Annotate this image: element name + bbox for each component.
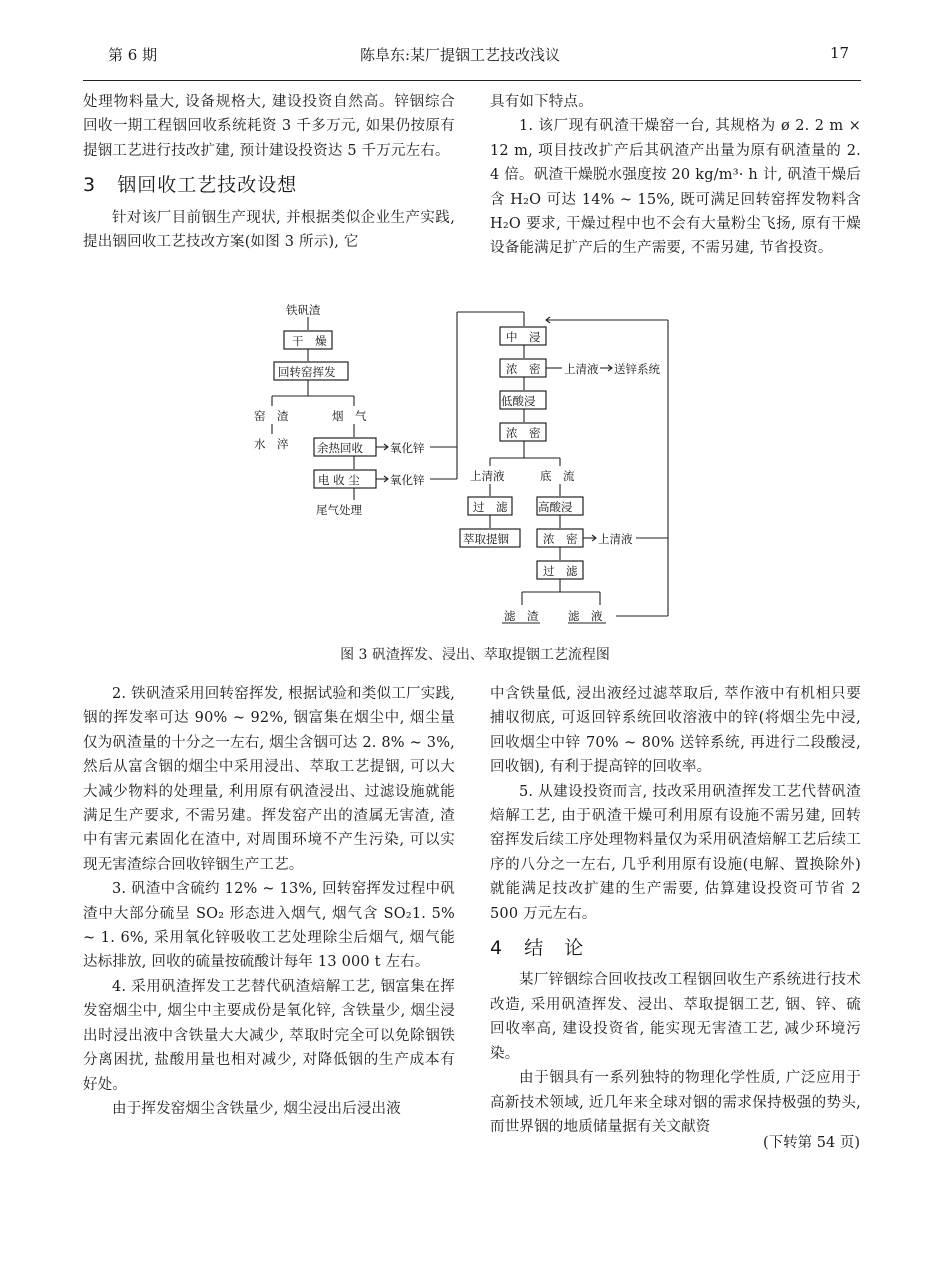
node-esp: 电 收 尘 (318, 473, 360, 487)
section-heading-3 (83, 173, 455, 197)
paragraph: 中含铁量低, 浸出液经过滤萃取后, 萃作液中有机相只要捕収彻底, 可返回锌系统回收溶液中的锌(将烟尘先中浸, 回收烟尘中锌 70% ~ 80% 送锌系统, 再进行二段酸浸, 回收铟), 有利于提高锌的回收率。 (490, 686, 861, 776)
node-kiln-slag: 窑 渣 (254, 409, 289, 423)
issue-label: 第 6 期 (108, 46, 158, 64)
node-flue-gas: 烟 气 (332, 409, 367, 423)
section-heading-4 (490, 936, 861, 960)
node-filtrate: 滤 液 (568, 609, 603, 623)
node-low-acid: 低酸浸 (501, 394, 536, 408)
figure-caption: 图 3 矾渣挥发、浸出、萃取提铟工艺流程图 (340, 647, 610, 663)
node-supernatant-1: 上清液 (564, 362, 599, 376)
page-number: 17 (830, 44, 850, 62)
node-iron-residue: 铁矾渣 (286, 303, 321, 317)
paragraph: 某厂锌铟综合回收技改工程铟回收生产系统进行技术改造, 采用矾渣挥发、浸出、萃取提铟工艺, 铟、锌、硫回收率高, 建设投资省, 能实现无害渣工艺, 减少环境污染。 (490, 972, 861, 1062)
header-rule (83, 80, 861, 81)
node-thicken-2: 浓 密 (506, 426, 541, 440)
node-filter-1: 过 滤 (473, 500, 508, 514)
paragraph: 处理物料量大, 设备规格大, 建设投资自然高。锌铟综合回收一期工程铟回收系统耗资 3 千多万元, 如果仍按原有提铟工艺进行技改扩建, 预计建设投资达 5 千万元左右。 (83, 94, 455, 159)
node-underflow: 底 流 (540, 469, 575, 483)
node-tail-gas: 尾气处理 (316, 503, 362, 517)
node-thicken-3: 浓 密 (543, 532, 578, 546)
node-filter-2: 过 滤 (543, 564, 578, 578)
right-column-top (490, 90, 861, 261)
paragraph: 2. 铁矾渣采用回转窑挥发, 根据试验和类似工厂实践, 铟的挥发率可达 90% ~ 92%, 铟富集在烟尘中, 烟尘量仅为矾渣量的十分之一左右, 烟尘含铟可达 2. 8% ~ 3%, 然后从富含铟的烟尘中采用浸出、萃取工艺提铟, 可以大大减少物料的处理量, 利用原有矾渣浸出、过滤设施就能满足生产要求, 不需另建。挥发窑产出的渣属无害渣, 渣中有害元素固化在渣中, 对周围环境不产生污染, 可以实现无害渣综合回收锌铟生产工艺。 (83, 686, 455, 873)
node-water-quench: 水 淬 (254, 437, 289, 451)
node-to-zinc: 送锌系统 (614, 362, 660, 376)
node-heat-recovery: 余热回收 (317, 441, 363, 455)
section-title: 铟回收工艺技改设想 (117, 174, 298, 197)
node-filter-residue: 滤 渣 (504, 609, 539, 623)
node-supernatant-3: 上清液 (598, 532, 633, 546)
node-zno-2: 氧化锌 (390, 473, 425, 487)
node-thicken-1: 浓 密 (506, 362, 541, 376)
node-rotary-kiln: 回转窑挥发 (278, 365, 336, 379)
paragraph: 针对该厂目前铟生产现状, 并根据类似企业生产实践, 提出铟回收工艺技改方案(如图 3 所示), 它 (83, 209, 455, 251)
node-high-acid: 高酸浸 (538, 500, 573, 514)
section-title: 结 论 (524, 937, 585, 960)
left-column-bottom (83, 682, 455, 1121)
node-dry: 干 燥 (292, 334, 327, 348)
node-supernatant-2: 上清液 (470, 469, 505, 483)
node-extract: 萃取提铟 (463, 532, 509, 546)
continued-note: (下转第 54 页) (763, 1135, 860, 1151)
left-column-top (83, 90, 455, 254)
running-title: 陈阜东:某厂提铟工艺技改浅议 (360, 46, 561, 64)
paragraph: 1. 该厂现有矾渣干燥窑一台, 其规格为 ø 2. 2 m × 12 m, 项目技改扩产后其矾渣产出量为原有矾渣量的 2. 4 倍。矾渣干燥脱水强度按 20 kg/m³· h 计, 矾渣干燥后含 H₂O 可达 14% ~ 15%, 既可满足回转窑挥发物料含 H₂O 要求, 干燥过程中也不会有大量粉尘飞扬, 原有干燥设备能满足扩产后的生产需要, 不需另建, 节省投资。 (490, 118, 861, 257)
section-number: 3 (83, 174, 97, 197)
paragraph: 5. 从建设投资而言, 技改采用矾渣挥发工艺代替矾渣焙解工艺, 由于矾渣干燥可利用原有设施不需另建, 回转窑挥发后续工序处理物料量仅为采用矾渣焙解工艺后续工序的八分之一左右, 几乎利用原有设施(电解、置换除外)就能满足技改扩建的生产需要, 估算建设投资可节省 2 500 万元左右。 (490, 783, 861, 922)
section-number: 4 (490, 937, 504, 960)
node-neutral-leach: 中 浸 (506, 330, 541, 344)
right-column-bottom (490, 682, 861, 1139)
paragraph: 4. 采用矾渣挥发工艺替代矾渣焙解工艺, 铟富集在挥发窑烟尘中, 烟尘中主要成份是氧化锌, 含铁量少, 烟尘浸出时浸出液中含铁量大大减少, 萃取时完全可以免除铟铁分离困扰, 盐酸用量也相对减少, 对降低铟的生产成本有好处。 (83, 978, 455, 1093)
paragraph: 由于挥发窑烟尘含铁量少, 烟尘浸出后浸出液 (112, 1100, 401, 1117)
process-flowchart (250, 300, 710, 640)
paragraph: 3. 矾渣中含硫约 12% ~ 13%, 回转窑挥发过程中矾渣中大部分硫呈 SO₂ 形态进入烟气, 烟气含 SO₂1. 5% ~ 1. 6%, 采用氧化锌吸收工艺处理除尘后烟气, 烟气能达标排放, 回收的硫量按硫酸计每年 13 000 t 左右。 (83, 881, 455, 971)
node-zno-1: 氧化锌 (390, 441, 425, 455)
paragraph: 由于铟具有一系列独特的物理化学性质, 广泛应用于高新技术领域, 近几年来全球对铟的需求保持极强的势头, 而世界铟的地质储量据有关文献资 (490, 1070, 861, 1135)
paragraph: 具有如下特点。 (490, 94, 593, 110)
